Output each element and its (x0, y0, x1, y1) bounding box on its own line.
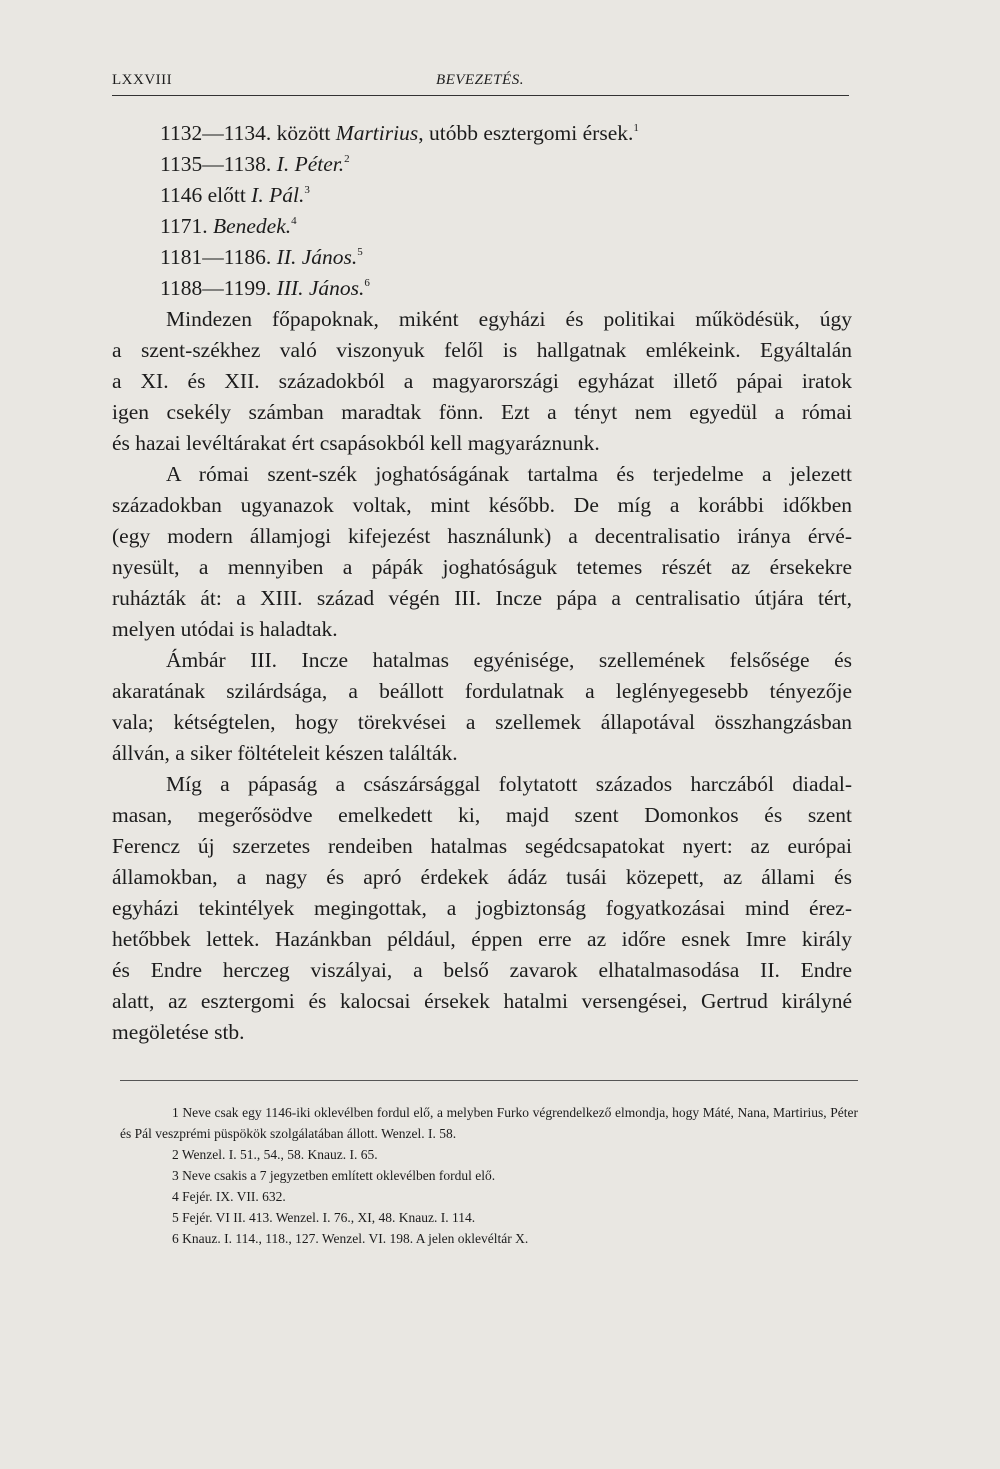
page-header (112, 72, 848, 94)
list-pre: előtt (207, 183, 252, 207)
footnote-number: 3 (172, 1168, 183, 1183)
text-line: Mindezen főpapoknak, miként egyházi és politikai működésük, úgy (166, 307, 852, 331)
list-item (160, 180, 852, 211)
paragraph (112, 645, 852, 769)
list-years: 1181—1186. (160, 245, 277, 269)
text-line: (egy modern államjogi kifejezést használunk) a decentralisatio iránya érvé- (112, 524, 852, 548)
list-name: I. Pál. (251, 183, 305, 207)
paragraph (112, 304, 852, 459)
text-line: és hazai levéltárakat ért csapásokból kell magyaráznunk. (112, 431, 600, 455)
footnote (120, 1144, 858, 1165)
text-line: Ámbár III. Incze hatalmas egyénisége, szellemének felsősége és (166, 648, 852, 672)
list-item (160, 149, 852, 180)
footnote-ref: 5 (357, 246, 363, 258)
list-pre: között (276, 121, 336, 145)
paragraph (112, 459, 852, 645)
footnote-ref: 4 (291, 215, 297, 227)
footnote-text: Fejér. IX. VII. 632. (182, 1189, 286, 1204)
list-name: III. János. (276, 276, 365, 300)
footnotes (120, 1102, 858, 1249)
archbishop-list (112, 118, 852, 304)
text-line: Ferencz új szerzetes rendeiben hatalmas segédcsapatokat nyert: az európai (112, 834, 852, 858)
list-post: , utóbb esztergomi érsek. (418, 121, 634, 145)
text-line: és Endre herczeg viszályai, a belső zavarok elhatalmasodása II. Endre (112, 958, 852, 982)
list-name: I. Péter. (276, 152, 345, 176)
text-line: melyen utódai is haladtak. (112, 617, 338, 641)
text-line: akaratának szilárdsága, a beállott fordulatnak a leglényegesebb tényezője (112, 679, 852, 703)
footnote-text: Neve csak egy 1146-iki oklevélben fordul elő, a melyben Furko végrendelkező elmondja, hogy Máté, Nana, Martirius, Péter és Pál veszprémi püspökök szolgálatában állott. Wenzel. I. 58. (120, 1105, 859, 1141)
text-line: Míg a pápaság a császársággal folytatott százados harczából diadal- (166, 772, 852, 796)
paragraphs (112, 304, 852, 1048)
text-line: nyesült, a mennyiben a pápák joghatóságuk tetemes részét az érsekekre (112, 555, 852, 579)
text-line: vala; kétségtelen, hogy törekvései a szellemek állapotával összhangzásban (112, 710, 852, 734)
footnote (120, 1102, 858, 1144)
footnote (120, 1186, 858, 1207)
page-number: LXXVIII (112, 72, 173, 88)
footnote (120, 1165, 858, 1186)
footnote-number: 2 (172, 1147, 182, 1162)
text-line: a szent-székhez való viszonyuk felől is hallgatnak emlékeink. Egyáltalán (112, 338, 852, 362)
paragraph (112, 769, 852, 1048)
footnote-text: Fejér. VI II. 413. Wenzel. I. 76., XI, 48. Knauz. I. 114. (182, 1210, 476, 1225)
footnote-ref: 1 (633, 122, 639, 134)
header-rule (112, 95, 849, 96)
list-years: 1146 (160, 183, 208, 207)
list-item (160, 273, 852, 304)
text-line: hetőbbek lettek. Hazánkban például, éppen erre az időre esnek Imre király (112, 927, 852, 951)
footnote-text: Neve csakis a 7 jegyzetben említett oklevélben fordul elő. (182, 1168, 496, 1183)
footnote (120, 1228, 858, 1249)
footnote-ref: 6 (364, 277, 370, 289)
list-years: 1135—1138. (160, 152, 277, 176)
list-years: 1188—1199. (160, 276, 277, 300)
list-item (160, 211, 852, 242)
running-title: BEVEZETÉS. (436, 72, 524, 88)
text-line: századokban ugyanazok voltak, mint később. De míg a korábbi időkben (112, 493, 852, 517)
main-text (112, 118, 852, 1048)
text-line: a XI. és XII. századokból a magyarországi egyházat illető pápai iratok (112, 369, 852, 393)
footnote-text: Knauz. I. 114., 118., 127. Wenzel. VI. 198. A jelen oklevéltár X. (182, 1231, 529, 1246)
footnote-number: 5 (172, 1210, 183, 1225)
list-years: 1132—1134. (160, 121, 277, 145)
footnote-text: Wenzel. I. 51., 54., 58. Knauz. I. 65. (181, 1147, 378, 1162)
text-line: megöletése stb. (112, 1020, 245, 1044)
list-item (160, 118, 852, 149)
text-line: igen csekély számban maradtak fönn. Ezt a tényt nem egyedül a római (112, 400, 852, 424)
list-name: II. János. (276, 245, 358, 269)
text-line: egyházi tekintélyek megingottak, a jogbiztonság fogyatkozásai mind érez- (112, 896, 852, 920)
list-name: Martirius (335, 121, 419, 145)
text-line: alatt, az esztergomi és kalocsai érsekek hatalmi versengései, Gertrud királyné (112, 989, 852, 1013)
text-line: A római szent-szék joghatóságának tartalma és terjedelme a jelezett (166, 462, 852, 486)
footnote (120, 1207, 858, 1228)
list-item (160, 242, 852, 273)
footnote-number: 4 (172, 1189, 183, 1204)
list-name: Benedek. (212, 214, 292, 238)
footnote-ref: 3 (304, 184, 310, 196)
footnote-rule (120, 1080, 858, 1081)
text-line: államokban, a nagy és apró érdekek ádáz tusái közepett, az állami és (112, 865, 852, 889)
text-line: ruházták át: a XIII. század végén III. Incze pápa a centralisatio útjára tért, (112, 586, 852, 610)
text-line: állván, a siker föltételeit készen találták. (112, 741, 458, 765)
list-years: 1171. (160, 214, 213, 238)
footnote-number: 6 (172, 1231, 183, 1246)
footnote-ref: 2 (344, 153, 350, 165)
text-line: masan, megerősödve emelkedett ki, majd szent Domonkos és szent (112, 803, 852, 827)
footnote-number: 1 (172, 1105, 183, 1120)
